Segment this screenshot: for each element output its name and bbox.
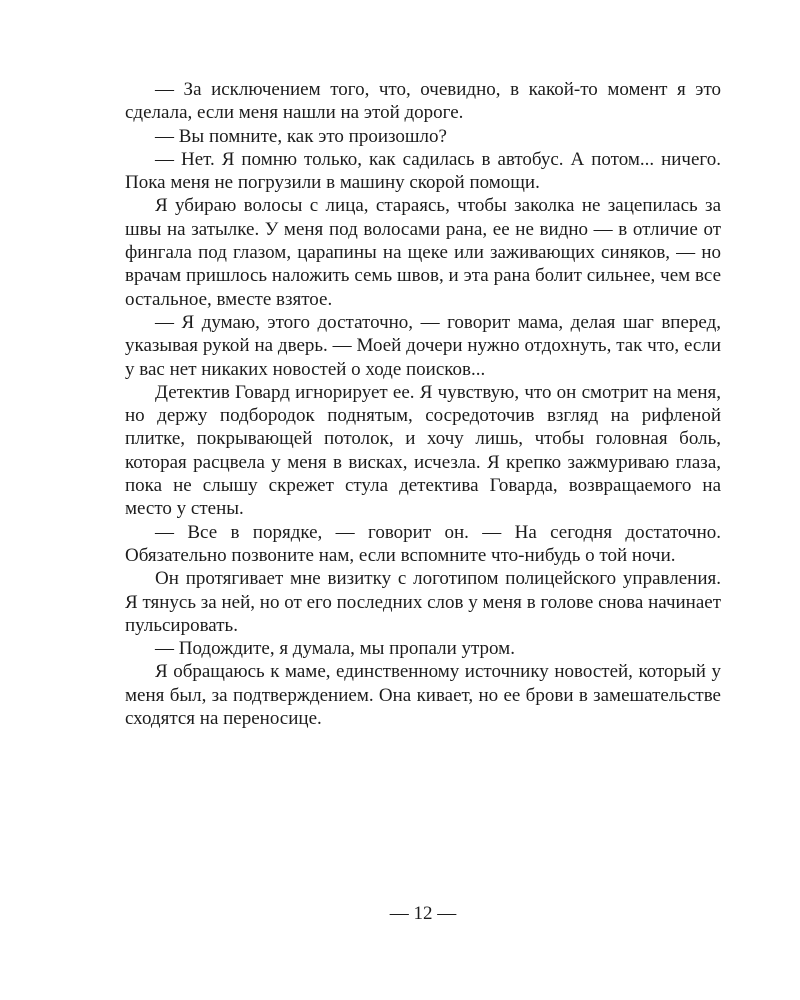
paragraph: Я обращаюсь к маме, единственному источнику новостей, который у меня был, за подтверждением. Она кивает, но ее брови в замешательстве сходятся на переносице. <box>125 661 721 730</box>
paragraph: Я убираю волосы с лица, стараясь, чтобы заколка не зацепилась за швы на затылке. У меня под волосами рана, ее не видно — в отличие от фингала под глазом, царапины на щеке или заживающих синяков, — но врачам пришлось наложить семь швов, и эта рана болит сильнее, чем все остальное, вместе взятое. <box>125 195 721 310</box>
paragraph: — Я думаю, этого достаточно, — говорит мама, делая шаг вперед, указывая рукой на дверь. — Моей дочери нужно отдохнуть, так что, если у вас нет никаких новостей о ходе поисков... <box>125 311 721 380</box>
paragraph: — За исключением того, что, очевидно, в какой-то момент я это сделала, если меня нашли на этой дороге. <box>125 79 721 124</box>
paragraph: Детектив Говард игнорирует ее. Я чувствую, что он смотрит на меня, но держу подбородок поднятым, сосредоточив взгляд на рифленой плитке, покрывающей потолок, и хочу лишь, чтобы головная боль, которая расцвела у меня в висках, исчезла. Я крепко зажмуриваю глаза, пока не слышу скрежет стула детектива Говарда, возвращаемого на место у стены. <box>125 381 721 520</box>
page-number: — 12 — <box>389 903 457 924</box>
page-text <box>125 78 721 730</box>
book-page <box>125 78 721 978</box>
paragraph: — Нет. Я помню только, как садилась в автобус. А потом... ничего. Пока меня не погрузили в машину скорой помощи. <box>125 148 721 194</box>
paragraph: — Вы помните, как это произошло? <box>155 125 447 147</box>
paragraph: Он протягивает мне визитку с логотипом полицейского управления. Я тянусь за ней, но от его последних слов у меня в голове снова начинает пульсировать. <box>125 568 721 636</box>
paragraph: — Все в порядке, — говорит он. — На сегодня достаточно. Обязательно позвоните нам, если вспомните что-нибудь о той ночи. <box>125 521 721 566</box>
paragraph: — Подождите, я думала, мы пропали утром. <box>155 638 515 660</box>
